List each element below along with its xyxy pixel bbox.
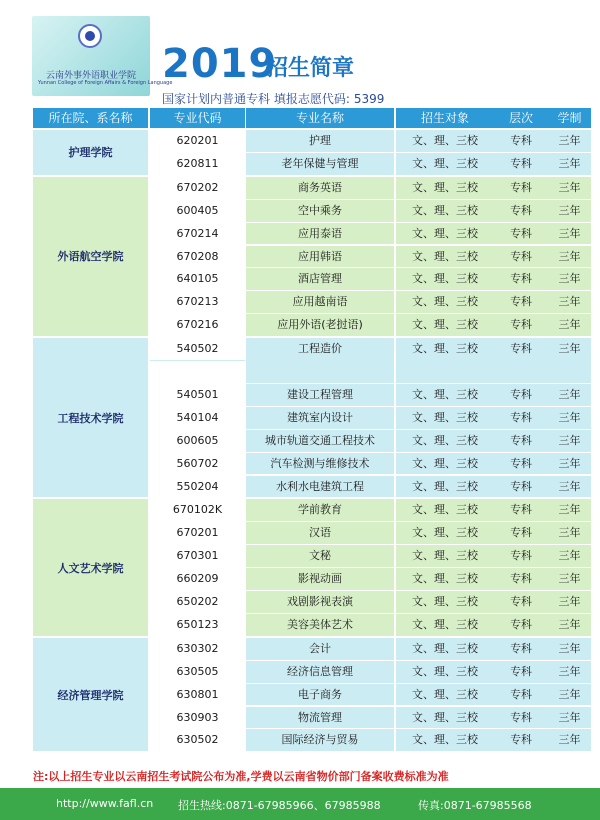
table-row — [148, 707, 591, 729]
degree-level: 专科 — [494, 568, 548, 590]
major-name: 建筑室内设计 — [246, 407, 394, 429]
enrollment-target: 文、理、三校 — [396, 729, 494, 751]
logo-name-cn: 云南外事外语职业学院 — [45, 71, 136, 81]
study-duration: 三年 — [548, 476, 591, 498]
department-name: 外语航空学院 — [33, 177, 148, 336]
enrollment-target: 文、理、三校 — [396, 684, 494, 706]
title-year: 2019 — [162, 41, 278, 87]
major-code: 630801 — [150, 684, 245, 707]
major-name: 应用外语(老挝语) — [246, 314, 394, 336]
degree-level: 专科 — [494, 453, 548, 475]
enrollment-target: 文、理、三校 — [396, 522, 494, 544]
major-code: 600605 — [150, 430, 245, 453]
table-row — [148, 314, 591, 336]
study-duration: 三年 — [548, 545, 591, 567]
major-code: 630505 — [150, 661, 245, 684]
enrollment-target: 文、理、三校 — [396, 314, 494, 336]
degree-level: 专科 — [494, 314, 548, 336]
website-link[interactable]: http://www.fafl.cn — [56, 797, 154, 810]
major-name: 美容美体艺术 — [246, 614, 394, 636]
table-row — [148, 453, 591, 475]
major-name: 城市轨道交通工程技术 — [246, 430, 394, 452]
major-code: 540501 — [150, 384, 245, 407]
department-name: 人文艺术学院 — [33, 499, 148, 635]
department-name: 经济管理学院 — [33, 638, 148, 752]
major-code: 620811 — [150, 153, 245, 176]
study-duration: 三年 — [548, 522, 591, 544]
enrollment-target: 文、理、三校 — [396, 223, 494, 245]
enrollment-target: 文、理、三校 — [396, 591, 494, 613]
major-name: 学前教育 — [246, 499, 394, 521]
table-row — [148, 223, 591, 245]
enrollment-target: 文、理、三校 — [396, 614, 494, 636]
major-code: 630302 — [150, 638, 245, 661]
table-row — [148, 407, 591, 429]
enrollment-target: 文、理、三校 — [396, 430, 494, 452]
study-duration: 三年 — [548, 591, 591, 613]
major-name: 空中乘务 — [246, 200, 394, 222]
table-row — [148, 499, 591, 521]
enrollment-target: 文、理、三校 — [396, 545, 494, 567]
department-name: 护理学院 — [33, 130, 148, 175]
major-name: 应用越南语 — [246, 291, 394, 313]
page-title: 招生简章 — [266, 56, 355, 81]
degree-level: 专科 — [494, 638, 548, 660]
footer — [0, 788, 600, 820]
table-row — [148, 153, 591, 175]
degree-level: 专科 — [494, 130, 548, 152]
fax-number: 传真:0871-67985568 — [418, 799, 532, 812]
study-duration: 三年 — [548, 130, 591, 152]
degree-level: 专科 — [494, 661, 548, 683]
study-duration: 三年 — [548, 223, 591, 245]
major-name: 老年保健与管理 — [246, 153, 394, 175]
enrollment-target: 文、理、三校 — [396, 200, 494, 222]
enrollment-target: 文、理、三校 — [396, 153, 494, 175]
major-code: 560702 — [150, 453, 245, 476]
header-cell: 层次 — [494, 108, 548, 128]
header-cell: 招生对象 — [396, 108, 494, 128]
major-code: 620201 — [150, 130, 245, 153]
table-row — [148, 729, 591, 751]
degree-level: 专科 — [494, 177, 548, 199]
degree-level: 专科 — [494, 153, 548, 175]
table-row — [148, 384, 591, 406]
degree-level: 专科 — [494, 338, 548, 383]
major-code: 600405 — [150, 200, 245, 223]
study-duration: 三年 — [548, 338, 591, 383]
study-duration: 三年 — [548, 638, 591, 660]
major-name: 文秘 — [246, 545, 394, 567]
degree-level: 专科 — [494, 707, 548, 729]
enrollment-target: 文、理、三校 — [396, 268, 494, 290]
study-duration: 三年 — [548, 568, 591, 590]
major-code: 630502 — [150, 729, 245, 752]
study-duration: 三年 — [548, 384, 591, 406]
major-name: 应用韩语 — [246, 246, 394, 268]
enrollment-target: 文、理、三校 — [396, 638, 494, 660]
table-header — [33, 108, 591, 128]
degree-level: 专科 — [494, 545, 548, 567]
enrollment-target: 文、理、三校 — [396, 707, 494, 729]
table-row — [148, 591, 591, 613]
table-row — [148, 545, 591, 567]
table-row — [148, 684, 591, 706]
major-name: 水利水电建筑工程 — [246, 476, 394, 498]
enrollment-target: 文、理、三校 — [396, 291, 494, 313]
study-duration: 三年 — [548, 684, 591, 706]
study-duration: 三年 — [548, 153, 591, 175]
major-name: 酒店管理 — [246, 268, 394, 290]
degree-level: 专科 — [494, 499, 548, 521]
degree-level: 专科 — [494, 614, 548, 636]
degree-level: 专科 — [494, 246, 548, 268]
header-cell: 所在院、系名称 — [33, 108, 148, 128]
admission-hotline: 招生热线:0871-67985966、67985988 — [178, 799, 381, 812]
footnote: 注:以上招生专业以云南招生考试院公布为准,学费以云南省物价部门备案收费标准为准 — [33, 770, 449, 783]
study-duration: 三年 — [548, 707, 591, 729]
enrollment-target: 文、理、三校 — [396, 499, 494, 521]
degree-level: 专科 — [494, 268, 548, 290]
table-row — [148, 430, 591, 452]
degree-level: 专科 — [494, 476, 548, 498]
study-duration: 三年 — [548, 177, 591, 199]
major-name: 经济信息管理 — [246, 661, 394, 683]
study-duration: 三年 — [548, 499, 591, 521]
degree-level: 专科 — [494, 729, 548, 751]
table-row — [148, 338, 591, 383]
study-duration: 三年 — [548, 246, 591, 268]
major-name: 工程造价 — [246, 338, 394, 383]
degree-level: 专科 — [494, 291, 548, 313]
study-duration: 三年 — [548, 614, 591, 636]
study-duration: 三年 — [548, 314, 591, 336]
department-name: 工程技术学院 — [33, 338, 148, 497]
degree-level: 专科 — [494, 684, 548, 706]
table-row — [148, 522, 591, 544]
major-code: 670214 — [150, 223, 245, 246]
degree-level: 专科 — [494, 200, 548, 222]
study-duration: 三年 — [548, 291, 591, 313]
study-duration: 三年 — [548, 268, 591, 290]
degree-level: 专科 — [494, 522, 548, 544]
major-code: 630903 — [150, 707, 245, 730]
major-code: 670201 — [150, 522, 245, 545]
subtitle — [162, 92, 384, 106]
major-name: 建设工程管理 — [246, 384, 394, 406]
table-row — [148, 268, 591, 290]
degree-level: 专科 — [494, 591, 548, 613]
study-duration: 三年 — [548, 430, 591, 452]
study-duration: 三年 — [548, 729, 591, 751]
major-name: 戏剧影视表演 — [246, 591, 394, 613]
logo-name-en: Yunnan College of Foreign Affairs & Foreign Language — [38, 80, 173, 86]
major-name: 汽车检测与维修技术 — [246, 453, 394, 475]
major-code: 670213 — [150, 291, 245, 314]
enrollment-target: 文、理、三校 — [396, 476, 494, 498]
major-code: 660209 — [150, 568, 245, 591]
major-code: 670216 — [150, 314, 245, 337]
degree-level: 专科 — [494, 384, 548, 406]
major-code: 650123 — [150, 614, 245, 637]
header-cell: 专业代码 — [150, 108, 245, 128]
major-name: 商务英语 — [246, 177, 394, 199]
major-name: 国际经济与贸易 — [246, 729, 394, 751]
table-row — [148, 476, 591, 498]
table-row — [148, 291, 591, 313]
enrollment-target: 文、理、三校 — [396, 338, 494, 383]
enrollment-target: 文、理、三校 — [396, 130, 494, 152]
enrollment-target: 文、理、三校 — [396, 661, 494, 683]
major-code: 550204 — [150, 476, 245, 499]
enrollment-target: 文、理、三校 — [396, 177, 494, 199]
major-name: 应用泰语 — [246, 223, 394, 245]
major-name: 会计 — [246, 638, 394, 660]
major-code: 670202 — [150, 177, 245, 200]
major-code: 670301 — [150, 545, 245, 568]
logo — [32, 16, 173, 96]
table-row — [148, 568, 591, 590]
major-code: 540502 — [150, 338, 245, 384]
row-divider — [150, 360, 245, 361]
application-code: 5399 — [353, 92, 385, 106]
major-name: 影视动画 — [246, 568, 394, 590]
table-row — [148, 614, 591, 636]
table-row — [148, 200, 591, 222]
enrollment-target: 文、理、三校 — [396, 453, 494, 475]
major-code: 670102K — [150, 499, 245, 522]
major-name: 汉语 — [246, 522, 394, 544]
table-row — [148, 661, 591, 683]
degree-level: 专科 — [494, 223, 548, 245]
college-emblem-icon — [78, 24, 102, 48]
study-duration: 三年 — [548, 407, 591, 429]
enrollment-target: 文、理、三校 — [396, 568, 494, 590]
enrollment-target: 文、理、三校 — [396, 407, 494, 429]
major-code: 540104 — [150, 407, 245, 430]
major-name: 护理 — [246, 130, 394, 152]
study-duration: 三年 — [548, 453, 591, 475]
major-name: 电子商务 — [246, 684, 394, 706]
major-code: 640105 — [150, 268, 245, 291]
table-row — [148, 177, 591, 199]
table-row — [148, 246, 591, 268]
major-code: 670208 — [150, 246, 245, 269]
major-name: 物流管理 — [246, 707, 394, 729]
table-row — [148, 130, 591, 152]
header-cell: 专业名称 — [246, 108, 394, 128]
degree-level: 专科 — [494, 407, 548, 429]
enrollment-target: 文、理、三校 — [396, 246, 494, 268]
degree-level: 专科 — [494, 430, 548, 452]
study-duration: 三年 — [548, 200, 591, 222]
header-cell: 学制 — [548, 108, 591, 128]
study-duration: 三年 — [548, 661, 591, 683]
major-code: 650202 — [150, 591, 245, 614]
enrollment-target: 文、理、三校 — [396, 384, 494, 406]
table-row — [148, 638, 591, 660]
subtitle-text: 国家计划内普通专科 填报志愿代码: — [162, 92, 350, 106]
